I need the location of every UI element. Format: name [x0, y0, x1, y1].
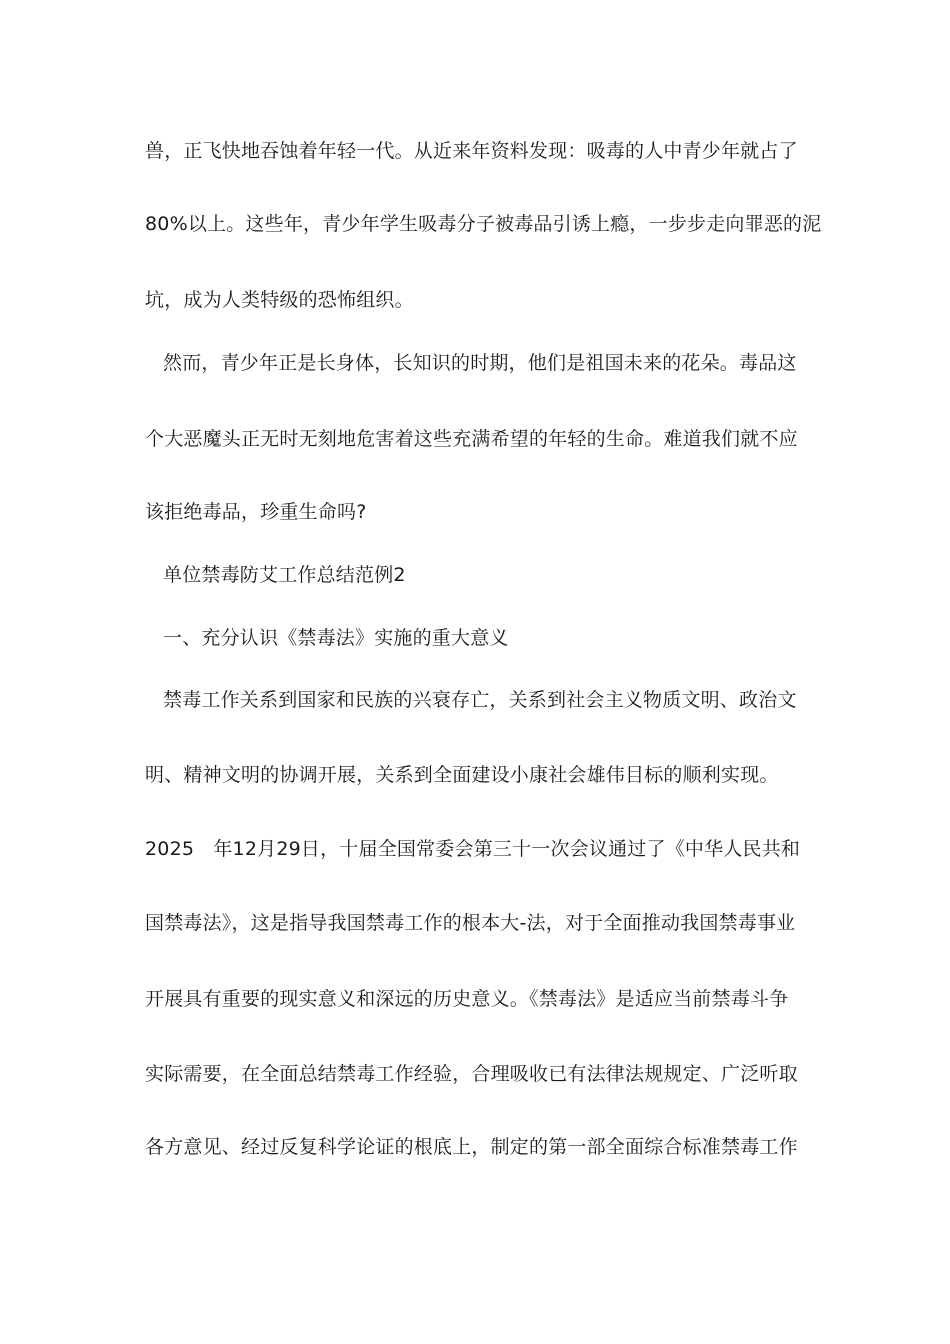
section-heading: 一、充分认识《禁毒法》实施的重大意义: [163, 627, 509, 649]
paragraph-line-4: 然而，青少年正是长身体，长知识的时期，他们是祖国未来的花朵。毒品这: [163, 352, 797, 374]
section-title: 单位禁毒防艾工作总结范例2: [163, 564, 406, 586]
paragraph-line-11: 2025 年12月29日，十届全国常委会第三十一次会议通过了《中华人民共和: [145, 838, 801, 860]
paragraph-line-3: 坑，成为人类特级的恐怖组织。: [145, 289, 414, 311]
paragraph-line-9: 禁毒工作关系到国家和民族的兴衰存亡，关系到社会主义物质文明、政治文: [163, 689, 797, 711]
paragraph-line-13: 开展具有重要的现实意义和深远的历史意义。《禁毒法》是适应当前禁毒斗争: [145, 988, 789, 1010]
paragraph-line-10: 明、精神文明的协调开展，关系到全面建设小康社会雄伟目标的顺利实现。: [145, 764, 779, 786]
paragraph-line-2: 80%以上。这些年，青少年学生吸毒分子被毒品引诱上瘾，一步步走向罪恶的泥: [145, 213, 822, 235]
paragraph-line-5: 个大恶魔头正无时无刻地危害着这些充满希望的年轻的生命。难道我们就不应: [145, 428, 798, 450]
paragraph-line-6: 该拒绝毒品，珍重生命吗?: [145, 501, 367, 523]
paragraph-line-12: 国禁毒法》，这是指导我国禁毒工作的根本大-法，对于全面推动我国禁毒事业: [145, 912, 796, 934]
paragraph-line-15: 各方意见、经过反复科学论证的根底上，制定的第一部全面综合标准禁毒工作: [145, 1136, 798, 1158]
paragraph-line-1: 兽，正飞快地吞蚀着年轻一代。从近来年资料发现：吸毒的人中青少年就占了: [145, 140, 798, 162]
paragraph-line-14: 实际需要，在全面总结禁毒工作经验，合理吸收已有法律法规规定、广泛听取: [145, 1063, 798, 1085]
